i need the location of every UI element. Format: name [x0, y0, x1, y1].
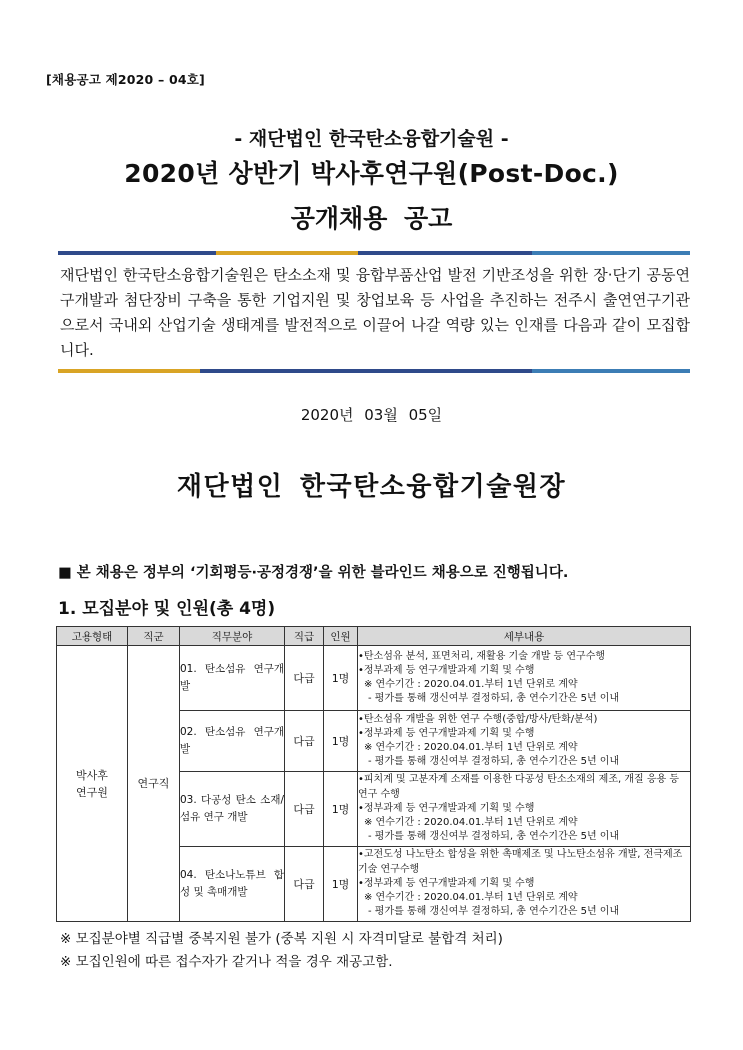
grade-cell: 다급	[285, 772, 324, 847]
field-cell: 03. 다공성 탄소 소재/섬유 연구 개발	[180, 772, 285, 847]
detail-line: ※ 연수기간 : 2020.04.01.부터 1년 단위로 계약	[364, 892, 578, 904]
employment-type-cell: 박사후 연구원	[57, 646, 128, 922]
page-title-line2: 공개채용 공고	[290, 204, 453, 233]
detail-line: ※ 연수기간 : 2020.04.01.부터 1년 단위로 계약	[364, 679, 578, 690]
detail-line: - 평가를 통해 갱신여부 결정하되, 총 연수기간은 5년 이내	[368, 756, 620, 768]
detail-line: •고전도성 나노탄소 합성을 위한 촉매제조 및 나노탄소섬유 개발, 전극제조 기술 연구수행	[358, 849, 683, 875]
col-header-details: 세부내용	[358, 627, 691, 646]
field-cell: 04. 탄소나노튜브 합성 및 촉매개발	[180, 847, 285, 922]
top-divider-bar	[58, 251, 690, 255]
detail-line: •정부과제 등 연구개발과제 기획 및 수행	[358, 802, 535, 814]
detail-line: •탄소섬유 개발을 위한 연구 수행(중합/방사/탄화/분석)	[358, 713, 598, 725]
bottom-divider-bar	[58, 369, 690, 373]
detail-line: - 평가를 통해 갱신여부 결정하되, 총 연수기간은 5년 이내	[368, 906, 620, 918]
notice-date: 2020년 03월 05일	[300, 406, 443, 424]
details-cell	[358, 772, 691, 847]
col-header-employment-type: 고용형태	[57, 627, 128, 646]
job-group-cell: 연구직	[128, 646, 180, 922]
count-cell: 1명	[324, 772, 358, 847]
col-header-grade: 직급	[285, 627, 324, 646]
count-cell: 1명	[324, 646, 358, 711]
details-cell	[358, 646, 691, 711]
detail-line: •피치계 및 고분자계 소재를 이용한 다공성 탄소소재의 제조, 개질 응용 등 연구 수행	[358, 774, 680, 800]
organization-subtitle: - 재단법인 한국탄소융합기술원 -	[234, 128, 509, 150]
section-title-recruitment: 1. 모집분야 및 인원(총 4명)	[58, 599, 276, 619]
note-re-announcement: ※ 모집인원에 따른 접수자가 같거나 적을 경우 재공고함.	[60, 954, 393, 970]
recruitment-table	[56, 626, 691, 922]
col-header-count: 인원	[324, 627, 358, 646]
detail-line: •정부과제 등 연구개발과제 기획 및 수행	[358, 877, 535, 889]
detail-line: •정부과제 등 연구개발과제 기획 및 수행	[358, 664, 535, 676]
grade-cell: 다급	[285, 646, 324, 711]
field-cell: 01. 탄소섬유 연구개발	[180, 646, 285, 711]
detail-line: - 평가를 통해 갱신여부 결정하되, 총 연수기간은 5년 이내	[368, 831, 620, 843]
detail-line: ※ 연수기간 : 2020.04.01.부터 1년 단위로 계약	[364, 817, 578, 829]
note-duplicate-application: ※ 모집분야별 직급별 중복지원 불가 (중복 지원 시 자격미달로 불합격 처리)	[60, 931, 503, 947]
page-title: 2020년 상반기 박사후연구원(Post-Doc.)	[124, 159, 619, 188]
details-cell	[358, 847, 691, 922]
field-cell: 02. 탄소섬유 연구개발	[180, 711, 285, 772]
count-cell: 1명	[324, 711, 358, 772]
grade-cell: 다급	[285, 711, 324, 772]
detail-line: ※ 연수기간 : 2020.04.01.부터 1년 단위로 계약	[364, 742, 578, 753]
notice-number: [채용공고 제2020 – 04호]	[46, 72, 205, 87]
detail-line: •정부과제 등 연구개발과제 기획 및 수행	[358, 727, 535, 739]
col-header-job-group: 직군	[128, 627, 180, 646]
intro-paragraph: 재단법인 한국탄소융합기술원은 탄소소재 및 융합부품산업 발전 기반조성을 위한 장·단기 공동연구개발과 첨단장비 구축을 통한 기업지원 및 창업보육 등 사업을 추진하는 전주시 출연연구기관으로서 국내외 산업기술 생태계를 발전적으로 이끌어 나갈 역량 있는 인재를 다음과 같이 모집합니다.	[60, 266, 690, 359]
blind-hiring-notice: ■ 본 채용은 정부의 ‘기회평등·공정경쟁’을 위한 블라인드 채용으로 진행됩니다.	[58, 565, 569, 581]
grade-cell: 다급	[285, 847, 324, 922]
count-cell: 1명	[324, 847, 358, 922]
table-header-row	[57, 627, 691, 646]
col-header-field: 직무분야	[180, 627, 285, 646]
signer-name: 재단법인 한국탄소융합기술원장	[176, 472, 567, 502]
detail-line: •탄소섬유 분석, 표면처리, 재활용 기술 개발 등 연구수행	[358, 650, 606, 662]
detail-line: - 평가를 통해 갱신여부 결정하되, 총 연수기간은 5년 이내	[368, 693, 620, 705]
details-cell	[358, 711, 691, 772]
table-row	[57, 646, 691, 711]
